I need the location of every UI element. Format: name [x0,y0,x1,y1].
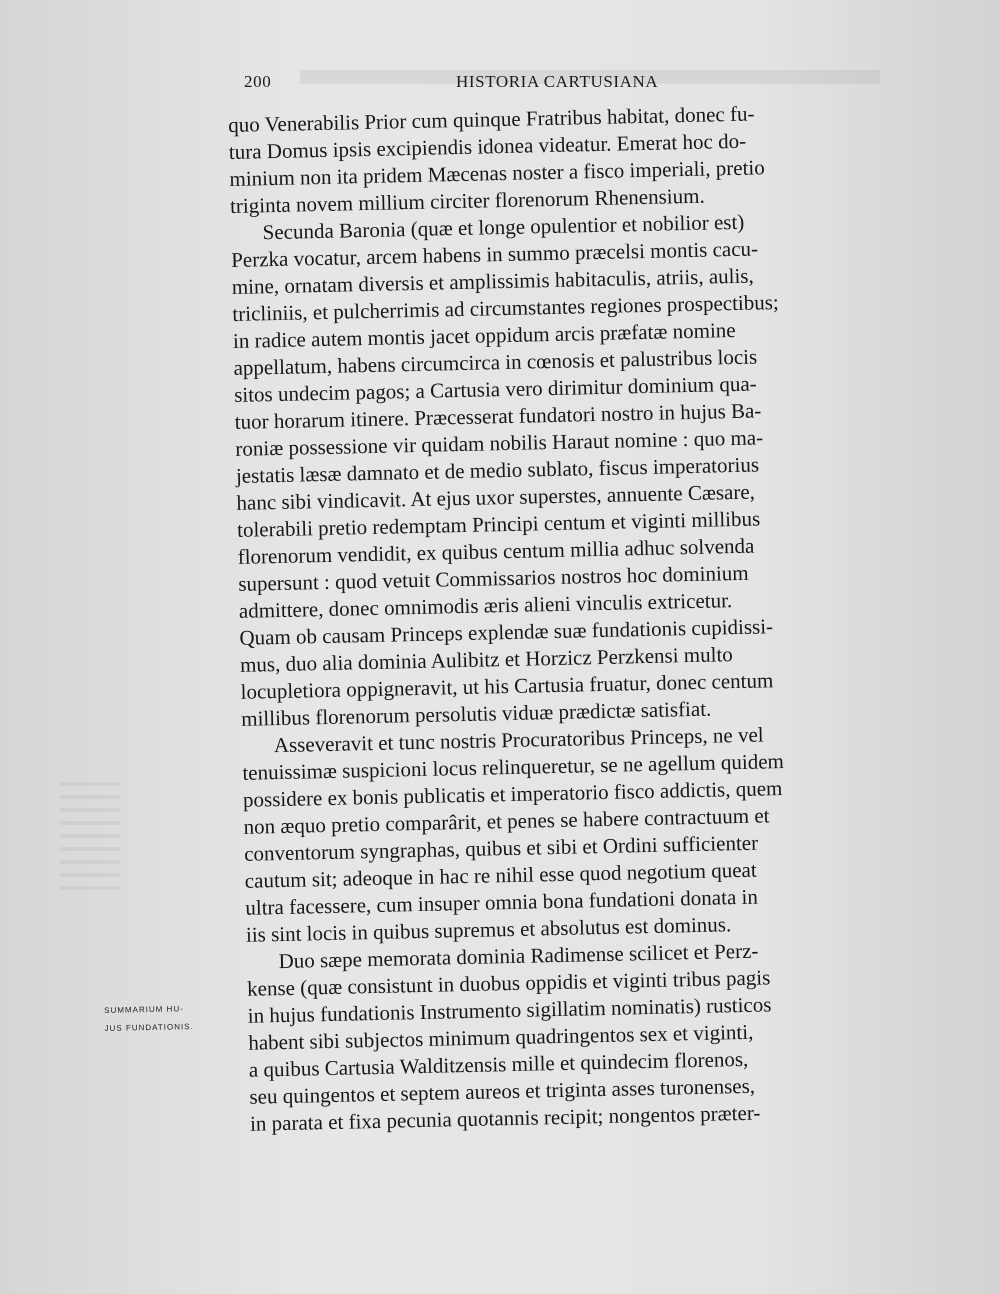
text-line: iis sint locis in quibus supremus et absolutus est dominus. [245,912,732,947]
text-line: tricliniis, et pulcherrimis ad circumstantes regiones prospectibus; [232,290,779,326]
margin-note [104,1000,215,1038]
page-number: 200 [244,72,272,91]
text-line: in radice autem montis jacet oppidum arcis præfatæ nomine [232,317,736,353]
text-line: minium non ita pridem Mæcenas noster a fisco imperiali, pretio [229,155,765,191]
text-line: appellatum, habens circumcirca in cœnosis et palustribus locis [233,344,758,380]
text-line: supersunt : quod vetuit Commissarios nostros hoc dominium [238,560,749,596]
text-line: kense (quæ consistunt in duobus oppidis et viginti tribus pagis [246,965,771,1001]
margin-note-line: JUS FUNDATIONIS. [104,1022,194,1033]
text-line: habent sibi subjectos minimum quadringentos sex et viginti, [248,1019,754,1055]
text-line: triginta novem millium circiter florenorum Rhenensium. [229,183,705,218]
text-line: tenuissimæ suspicioni locus relinqueretur, se ne agellum quidem [242,749,785,785]
text-line: conventorum syngraphas, quibus et sibi et Ordini sufficienter [243,830,759,866]
text-line: florenorum vendidit, ex quibus centum millia adhuc solvenda [237,533,755,569]
text-line: mine, ornatam diversis et amplissimis habitaculis, atriis, aulis, [231,263,754,299]
text-line: cautum sit; adeoque in hac re nihil esse quod negotium queat [244,857,757,893]
text-line: tura Domus ipsis excipiendis idonea videatur. Emerat hoc do- [228,128,747,164]
text-line: quo Venerabilis Prior cum quinque Fratribus habitat, donec fu- [228,101,755,137]
text-line: mus, duo alia dominia Aulibitz et Horzicz Perzkensi multo [239,642,734,677]
text-line: non æquo pretio comparârit, et penes se habere contractuum et [243,803,770,839]
text-line: Duo sæpe memorata dominia Radimense scilicet et Perz- [278,938,759,974]
text-line: admittere, donec omnimodis æris alieni vinculis extricetur. [238,588,733,623]
main-text [228,98,878,1137]
text-line: in hujus fundationis Instrumento sigillatim nominatis) rusticos [247,992,772,1028]
text-line: seu quingentos et septem aureos et triginta asses turonenses, [249,1073,756,1109]
text-line: Perzka vocatur, arcem habens in summo præcelsi montis cacu- [230,236,759,272]
text-line: locupletiora oppigneravit, ut his Cartusia fruatur, donec centum [240,668,774,704]
text-line: Quam ob causam Princeps explendæ suæ fundationis cupidissi- [239,614,774,650]
page-header [244,72,664,96]
text-line: millibus florenorum persolutis viduæ prædictæ satisfiat. [240,696,712,731]
text-line: possidere ex bonis publicatis et imperatorio fisco addictis, quem [242,776,783,812]
text-line: tuor horarum itinere. Præcesserat fundatori nostro in hujus Ba- [234,398,762,434]
bleed-through-decoration [60,780,120,890]
text-line: Secunda Baronia (quæ et longe opulentior et nobilior est) [262,209,745,245]
text-line: tolerabili pretio redemptam Principi centum et viginti millibus [236,506,761,542]
text-line: roniæ possessione vir quidam nobilis Haraut nomine : quo ma- [235,425,764,461]
text-line: sitos undecim pagos; a Cartusia vero dirimitur dominium qua- [233,371,757,407]
text-line: Asseveravit et tunc nostris Procuratoribus Princeps, ne vel [273,722,764,758]
text-line: ultra facessere, cum insuper omnia bona fundationi donata in [245,884,759,920]
text-line: in parata et fixa pecunia quotannis recipit; nongentos præter- [249,1100,761,1136]
text-line: a quibus Cartusia Walditzensis mille et quindecim florenos, [248,1046,749,1082]
text-line: hanc sibi vindicavit. At ejus uxor superstes, annuente Cæsare, [236,479,756,515]
running-title: HISTORIA CARTUSIANA [456,72,659,91]
margin-note-line: SUMMARIUM HU- [104,1004,184,1015]
text-line: jestatis læsæ damnato et de medio sublato, fiscus imperatorius [235,452,760,488]
